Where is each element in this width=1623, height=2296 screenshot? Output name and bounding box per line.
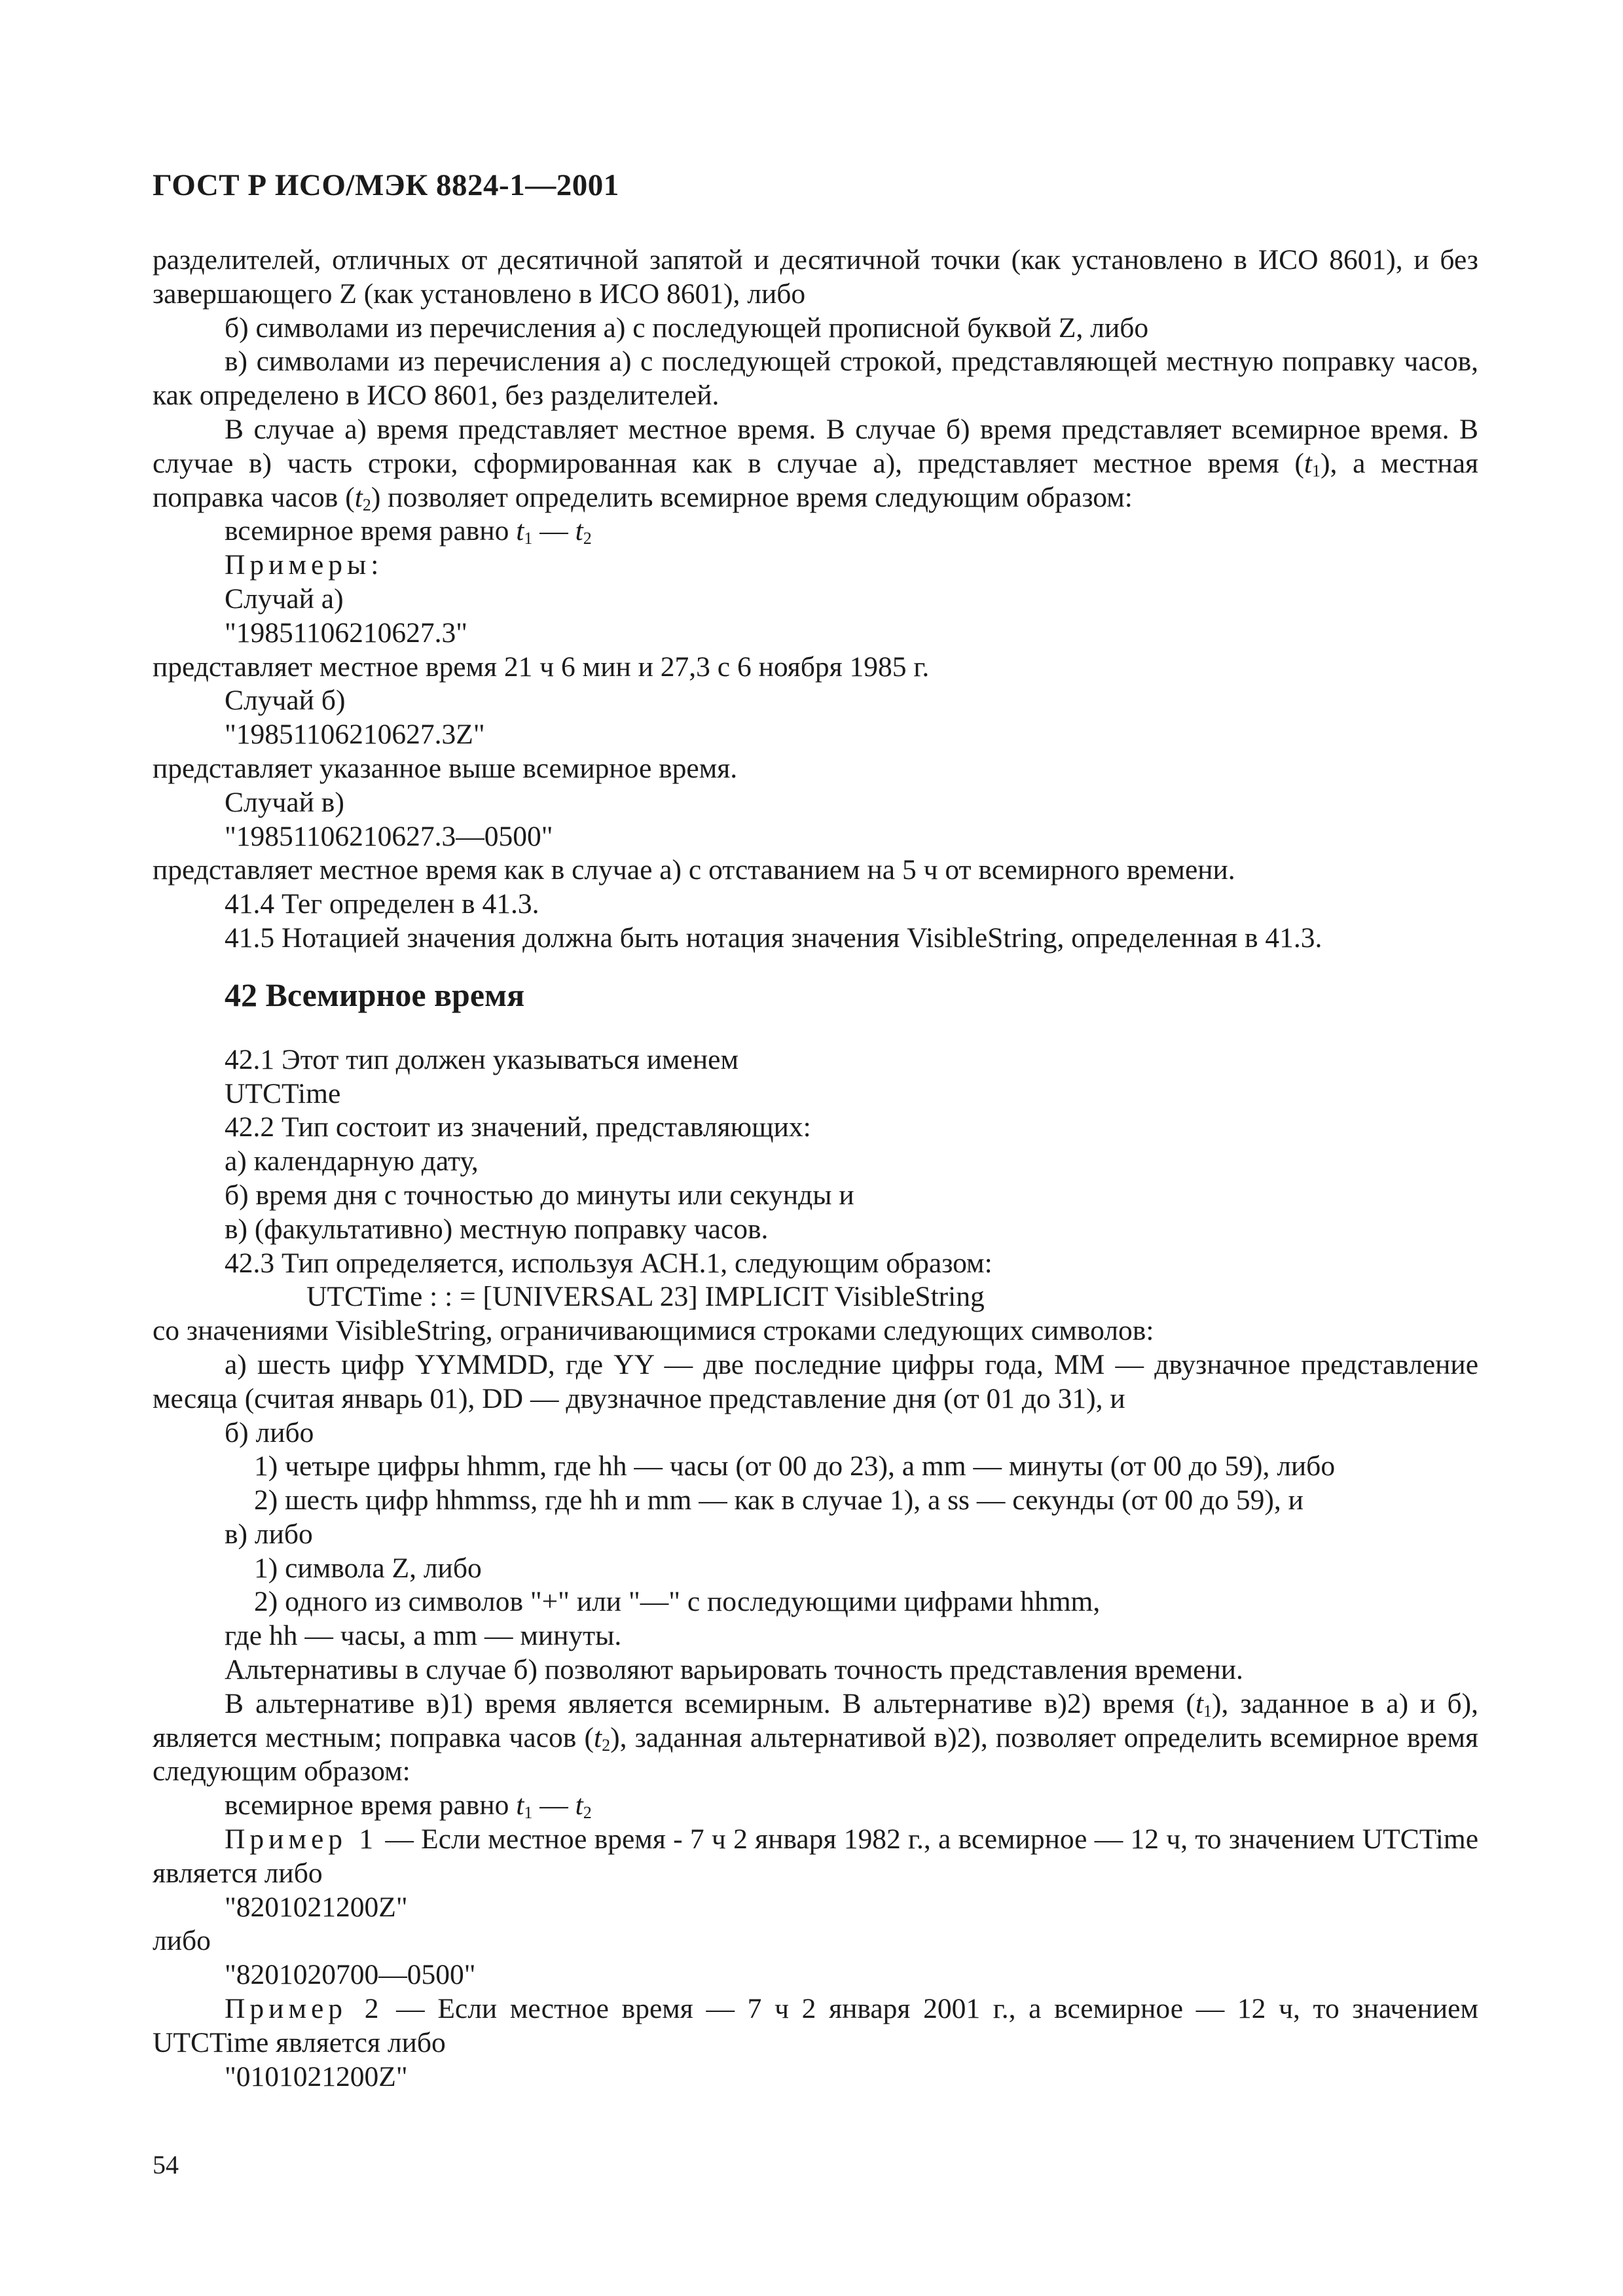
text-run: В альтернативе в)1) время является всемирным. В альтернативе в)2) время ( (225, 1687, 1195, 1719)
code-value: "19851106210627.3Z" (225, 719, 485, 751)
math-var: t (575, 1789, 583, 1821)
math-sub: 2 (583, 1803, 592, 1823)
code-value: "0101021200Z" (225, 2060, 408, 2092)
paragraph: представляет местное время 21 ч 6 мин и 27,3 с 6 ноября 1985 г. (153, 651, 930, 683)
section-heading: 42 Всемирное время (225, 976, 525, 1013)
list-item: в) либо (225, 1518, 313, 1550)
formula-line (153, 514, 1478, 548)
math-sub: 1 (524, 1803, 533, 1823)
math-var: t (516, 1789, 524, 1821)
code-value: "8201020700—0500" (225, 1959, 476, 1991)
clause: 41.5 Нотацией значения должна быть нотация значения VisibleString, определенная в 41.3. (225, 922, 1322, 954)
math-var: t (1304, 447, 1312, 479)
paragraph (153, 413, 1478, 514)
page-number: 54 (153, 2150, 179, 2179)
math-var: t (594, 1721, 602, 1753)
math-var: t (354, 481, 363, 513)
example-label: Пример 1 (225, 1823, 378, 1856)
sub-list-item: 1) символа Z, либо (254, 1552, 482, 1584)
paragraph: в) символами из перечисления а) с последующей строкой, представляющей местную поправку часов, как определено в ИСО 8601, без разделителей. (153, 346, 1478, 412)
paragraph: где hh — часы, а mm — минуты. (225, 1620, 622, 1652)
sub-list-item: 2) шесть цифр hhmmss, где hh и mm — как в случае 1), а ss — секунды (от 00 до 59), и (254, 1484, 1304, 1516)
example-paragraph (153, 1992, 1478, 2060)
math-sub: 2 (362, 495, 371, 514)
formula-line (153, 1789, 1478, 1823)
paragraph: либо (153, 1925, 211, 1957)
case-label: Случай в) (225, 786, 344, 818)
example-label: Пример 2 (225, 1993, 384, 2025)
paragraph: со значениями VisibleString, ограничивающимися строками следующих символов: (153, 1315, 1154, 1347)
paragraph (153, 1687, 1478, 1789)
paragraph: разделителей, отличных от десятичной запятой и десятичной точки (как установлено в ИСО 8601), и без завершающего Z (как установлено в ИСО 8601), либо (153, 244, 1478, 310)
list-item: б) время дня с точностью до минуты или секунды и (225, 1179, 854, 1211)
sub-list-item: 1) четыре цифры hhmm, где hh — часы (от 00 до 23), а mm — минуты (от 00 до 59), либо (254, 1450, 1336, 1482)
clause: 41.4 Тег определен в 41.3. (225, 888, 539, 920)
code-value: "19851106210627.3—0500" (225, 820, 553, 852)
paragraph: б) символами из перечисления а) с последующей прописной буквой Z, либо (225, 312, 1149, 344)
text-run: — Если местное время - 7 ч 2 января 1982 г., а всемирное — 12 ч, то значением UTCTime является либо (153, 1823, 1479, 1889)
paragraph: представляет указанное выше всемирное время. (153, 752, 738, 784)
code-value: "8201021200Z" (225, 1891, 408, 1923)
examples-label: Примеры: (225, 549, 384, 581)
list-item: б) либо (225, 1416, 314, 1448)
list-item: а) календарную дату, (225, 1145, 479, 1177)
standard-header: ГОСТ Р ИСО/МЭК 8824-1—2001 (153, 168, 619, 202)
text-run: ) позволяет определить всемирное время следующим образом: (371, 481, 1133, 513)
code-value: "19851106210627.3" (225, 617, 468, 649)
text-run: всемирное время равно (225, 1789, 517, 1821)
math-var: t (516, 515, 524, 547)
math-var: t (575, 515, 583, 547)
clause: 42.1 Этот тип должен указываться именем (225, 1043, 739, 1075)
example-paragraph (153, 1823, 1478, 1891)
text-run: всемирное время равно (225, 515, 517, 547)
list-item: в) (факультативно) местную поправку часов. (225, 1213, 769, 1245)
math-op: — (532, 515, 575, 547)
paragraph: представляет местное время как в случае а) с отставанием на 5 ч от всемирного времени. (153, 854, 1235, 886)
case-label: Случай а) (225, 583, 344, 615)
text-run: ), заданное в а) и б), является местным; поправка часов ( (153, 1687, 1479, 1753)
type-name: UTCTime (225, 1077, 341, 1109)
text-run: — Если местное время — 7 ч 2 января 2001 г., а всемирное — 12 ч, то значением UTCTime является либо (153, 1993, 1478, 2058)
clause: 42.2 Тип состоит из значений, представляющих: (225, 1111, 811, 1143)
math-sub: 1 (1311, 461, 1321, 480)
case-label: Случай б) (225, 685, 346, 717)
document-body (153, 243, 1478, 2094)
math-sub: 2 (602, 1735, 611, 1755)
math-var: t (1195, 1687, 1204, 1719)
math-sub: 1 (1203, 1701, 1213, 1721)
math-sub: 2 (583, 529, 592, 548)
asn1-definition: UTCTime : : = [UNIVERSAL 23] IMPLICIT VisibleString (306, 1281, 985, 1313)
sub-list-item: 2) одного из символов "+" или "—" с последующими цифрами hhmm, (254, 1586, 1101, 1618)
text-run: ), заданная альтернативой в)2), позволяет определить всемирное время следующим образом: (153, 1721, 1478, 1787)
math-sub: 1 (524, 529, 533, 548)
paragraph: Альтернативы в случае б) позволяют варьировать точность представления времени. (225, 1654, 1243, 1686)
math-op: — (532, 1789, 575, 1821)
text-run: В случае а) время представляет местное время. В случае б) время представляет всемирное время. В случае в) часть строки, сформированная как в случае а), представляет местное время ( (153, 413, 1478, 479)
list-item: а) шесть цифр YYMMDD, где YY — две последние цифры года, MM — двузначное представление месяца (считая январь 01), DD — двузначное представление дня (от 01 до 31), и (153, 1348, 1478, 1414)
text-run: ), а местная поправка часов ( (153, 447, 1479, 513)
clause: 42.3 Тип определяется, используя АСН.1, следующим образом: (225, 1247, 993, 1279)
